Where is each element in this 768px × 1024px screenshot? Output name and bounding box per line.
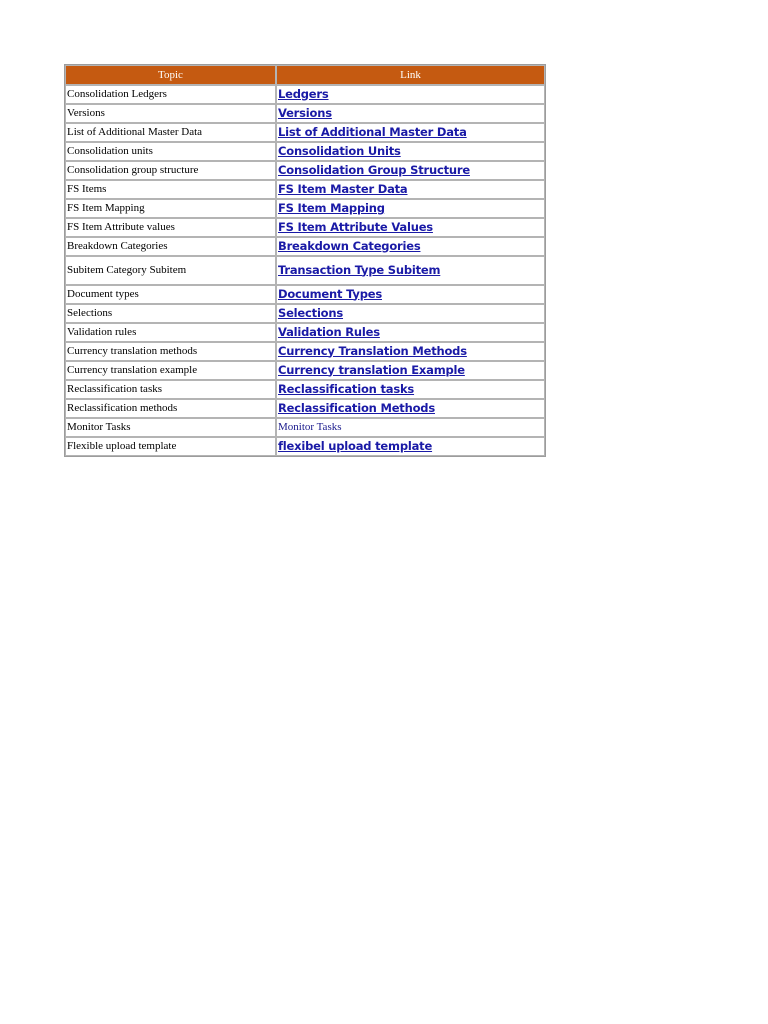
link-cell [276, 142, 545, 161]
table-row [65, 104, 545, 123]
topic-cell: Reclassification tasks [65, 380, 276, 399]
table-row [65, 256, 545, 285]
link-cell [276, 161, 545, 180]
link-currency-translation-example[interactable]: Currency translation Example [278, 362, 465, 377]
table-row [65, 342, 545, 361]
link-cell [276, 361, 545, 380]
topic-cell: Subitem Category Subitem [65, 256, 276, 285]
topic-cell: Currency translation example [65, 361, 276, 380]
topic-cell: Selections [65, 304, 276, 323]
link-breakdown-categories[interactable]: Breakdown Categories [278, 238, 421, 253]
table-row [65, 285, 545, 304]
link-cell [276, 256, 545, 285]
link-cell [276, 180, 545, 199]
link-reclassification-tasks[interactable]: Reclassification tasks [278, 381, 415, 396]
table-row [65, 304, 545, 323]
link-reclassification-methods[interactable]: Reclassification Methods [278, 400, 435, 415]
link-cell [276, 285, 545, 304]
link-fs-item-mapping[interactable]: FS Item Mapping [278, 200, 385, 215]
link-currency-translation-methods[interactable]: Currency Translation Methods [278, 343, 467, 358]
link-cell [276, 304, 545, 323]
topic-cell: Document types [65, 285, 276, 304]
table-row [65, 418, 545, 437]
link-validation-rules[interactable]: Validation Rules [278, 324, 380, 339]
topic-cell: Breakdown Categories [65, 237, 276, 256]
table-row [65, 380, 545, 399]
link-cell [276, 199, 545, 218]
topic-cell: Currency translation methods [65, 342, 276, 361]
table-row [65, 323, 545, 342]
topic-cell: Consolidation Ledgers [65, 85, 276, 104]
topic-cell: Monitor Tasks [65, 418, 276, 437]
link-cell [276, 237, 545, 256]
link-cell [276, 323, 545, 342]
topic-cell: Consolidation group structure [65, 161, 276, 180]
topic-cell: Versions [65, 104, 276, 123]
topic-cell: FS Item Attribute values [65, 218, 276, 237]
topic-cell: List of Additional Master Data [65, 123, 276, 142]
link-consolidation-group-structure[interactable]: Consolidation Group Structure [278, 162, 470, 177]
link-document-types[interactable]: Document Types [278, 286, 382, 301]
topic-cell: FS Item Mapping [65, 199, 276, 218]
link-cell [276, 104, 545, 123]
link-fs-item-master-data[interactable]: FS Item Master Data [278, 181, 408, 196]
link-ledgers[interactable]: Ledgers [278, 86, 329, 101]
monitor-tasks-text: Monitor Tasks [278, 421, 342, 433]
link-flexible-upload-template[interactable]: flexibel upload template [278, 438, 433, 453]
table-row [65, 237, 545, 256]
link-cell [276, 399, 545, 418]
table-row [65, 399, 545, 418]
table-row [65, 123, 545, 142]
column-header-link: Link [276, 65, 545, 85]
topic-cell: Reclassification methods [65, 399, 276, 418]
link-cell [276, 418, 545, 437]
topic-link-table [64, 64, 546, 457]
topic-cell: Validation rules [65, 323, 276, 342]
table-header-row [65, 65, 545, 85]
link-cell [276, 123, 545, 142]
link-cell [276, 380, 545, 399]
link-cell [276, 437, 545, 456]
link-transaction-type-subitem[interactable]: Transaction Type Subitem [278, 262, 441, 277]
table-row [65, 437, 545, 456]
table-row [65, 180, 545, 199]
topic-cell: FS Items [65, 180, 276, 199]
link-selections[interactable]: Selections [278, 305, 344, 320]
link-cell [276, 218, 545, 237]
table-row [65, 361, 545, 380]
table-row [65, 85, 545, 104]
topic-cell: Consolidation units [65, 142, 276, 161]
table-row [65, 199, 545, 218]
table-row [65, 142, 545, 161]
link-cell [276, 85, 545, 104]
topic-cell: Flexible upload template [65, 437, 276, 456]
link-additional-master-data[interactable]: List of Additional Master Data [278, 124, 467, 139]
table-row [65, 161, 545, 180]
link-fs-item-attribute-values[interactable]: FS Item Attribute Values [278, 219, 433, 234]
link-cell [276, 342, 545, 361]
table-row [65, 218, 545, 237]
link-versions[interactable]: Versions [278, 105, 332, 120]
link-consolidation-units[interactable]: Consolidation Units [278, 143, 401, 158]
column-header-topic: Topic [65, 65, 276, 85]
